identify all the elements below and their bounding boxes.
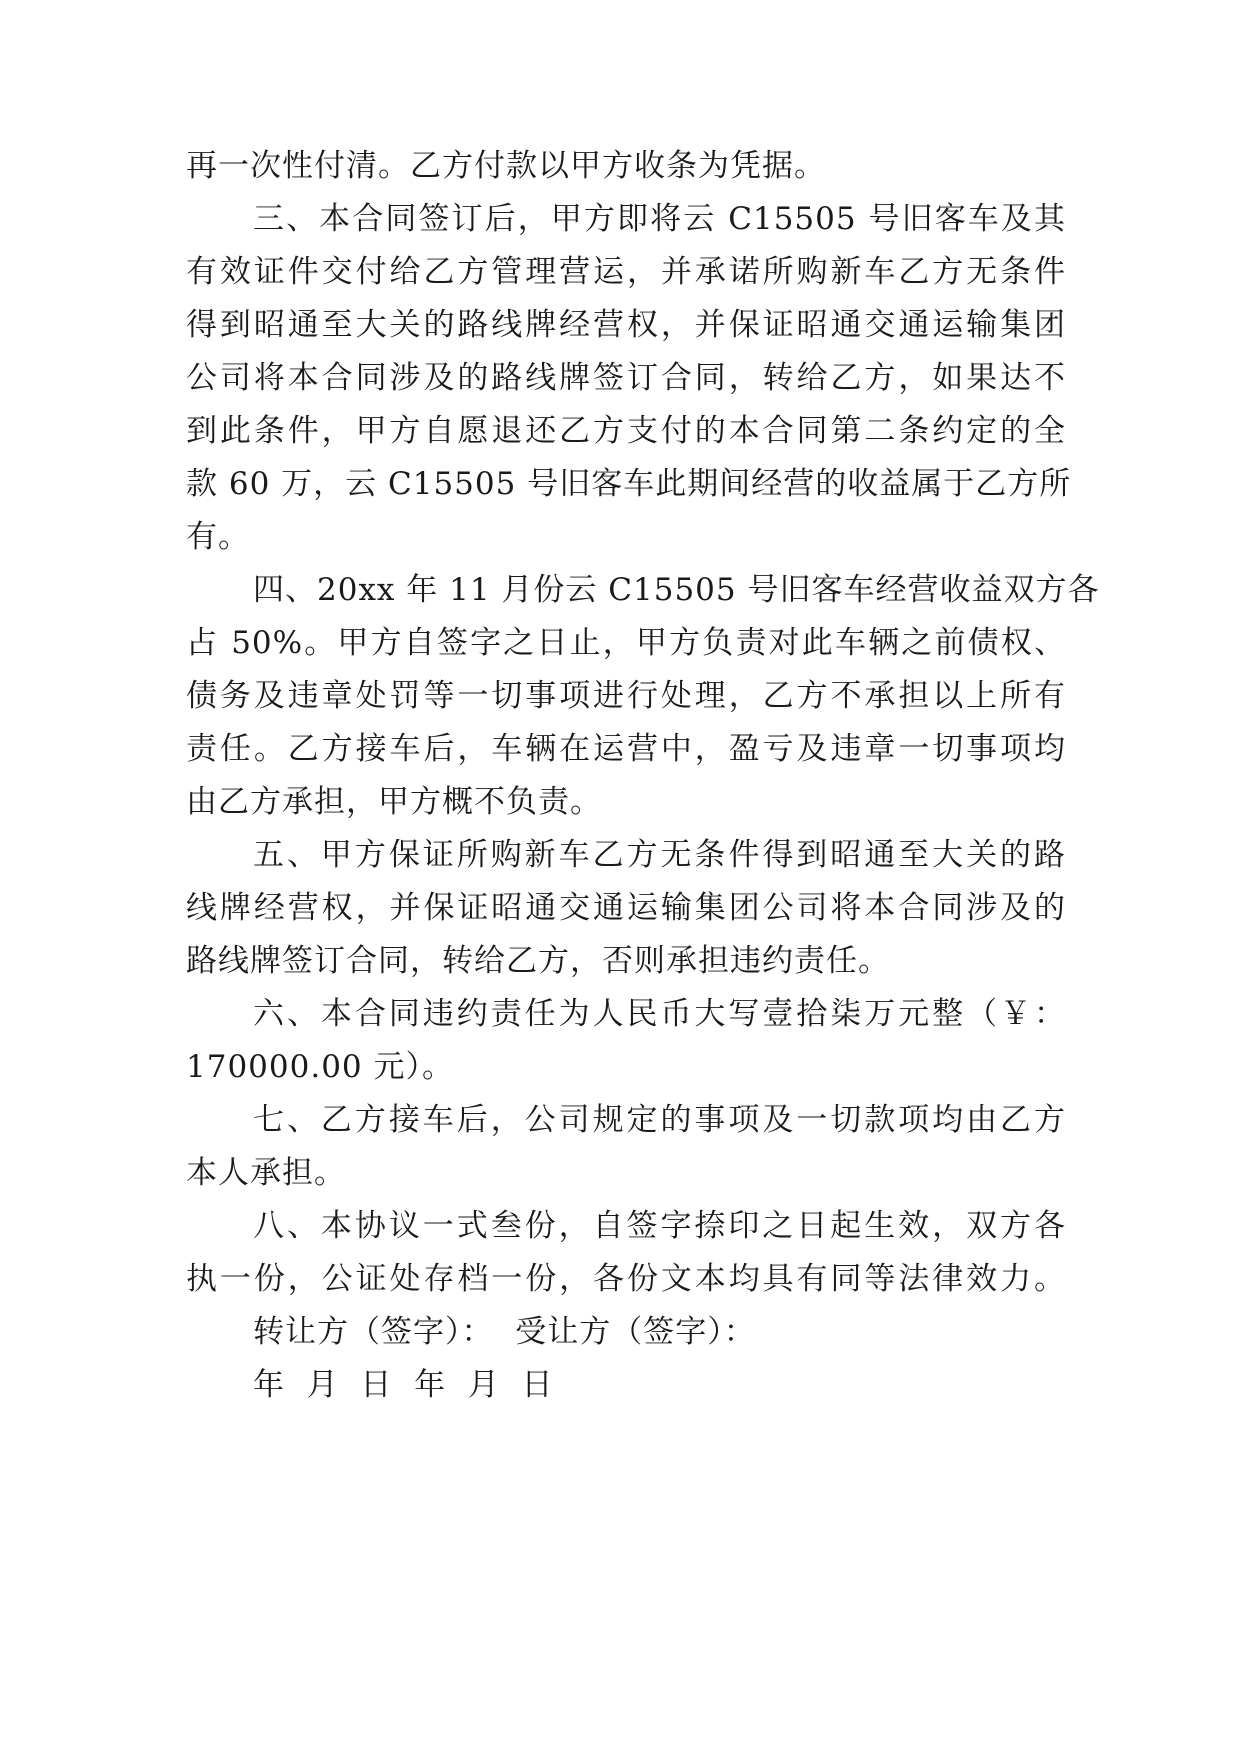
paragraph-line: 得到昭通至大关的路线牌经营权，并保证昭通交通运输集团: [186, 307, 1066, 343]
paragraph-line: 本人承担。: [186, 1155, 346, 1191]
paragraph-line: 有。: [186, 519, 250, 555]
signature-line: 转让方（签字）： 受让方（签字）：: [253, 1314, 756, 1350]
paragraph-line: 四、20xx 年 11 月份云 C15505 号旧客车经营收益双方各: [253, 572, 1100, 608]
paragraph-line: 债务及违章处罚等一切事项进行处理，乙方不承担以上所有: [186, 678, 1066, 714]
paragraph-line: 线牌经营权，并保证昭通交通运输集团公司将本合同涉及的: [186, 890, 1066, 926]
paragraph-line: 到此条件，甲方自愿退还乙方支付的本合同第二条约定的全: [186, 413, 1066, 449]
paragraph-line: 六、本合同违约责任为人民币大写壹拾柒万元整（￥：: [253, 996, 1066, 1032]
date-line: 年 月 日 年 月 日: [253, 1367, 554, 1403]
paragraph-line: 八、本协议一式叁份，自签字捺印之日起生效，双方各: [253, 1208, 1066, 1244]
paragraph-line: 有效证件交付给乙方管理营运，并承诺所购新车乙方无条件: [186, 254, 1066, 290]
paragraph-line: 五、甲方保证所购新车乙方无条件得到昭通至大关的路: [253, 837, 1066, 873]
paragraph-line: 款 60 万，云 C15505 号旧客车此期间经营的收益属于乙方所: [186, 466, 1072, 502]
paragraph-line: 占 50%。甲方自签字之日止，甲方负责对此车辆之前债权、: [186, 625, 1066, 661]
paragraph-line: 公司将本合同涉及的路线牌签订合同，转给乙方，如果达不: [186, 360, 1066, 396]
paragraph-line: 170000.00 元）。: [186, 1049, 454, 1085]
paragraph-line: 责任。乙方接车后，车辆在运营中，盈亏及违章一切事项均: [186, 731, 1066, 767]
paragraph-line: 三、本合同签订后，甲方即将云 C15505 号旧客车及其: [253, 201, 1066, 237]
paragraph-line: 路线牌签订合同，转给乙方，否则承担违约责任。: [186, 943, 890, 979]
paragraph-line: 执一份，公证处存档一份，各份文本均具有同等法律效力。: [186, 1261, 1066, 1297]
paragraph-line: 由乙方承担，甲方概不负责。: [186, 784, 602, 820]
paragraph-line: 七、乙方接车后，公司规定的事项及一切款项均由乙方: [253, 1102, 1066, 1138]
paragraph-line: 再一次性付清。乙方付款以甲方收条为凭据。: [186, 148, 826, 184]
